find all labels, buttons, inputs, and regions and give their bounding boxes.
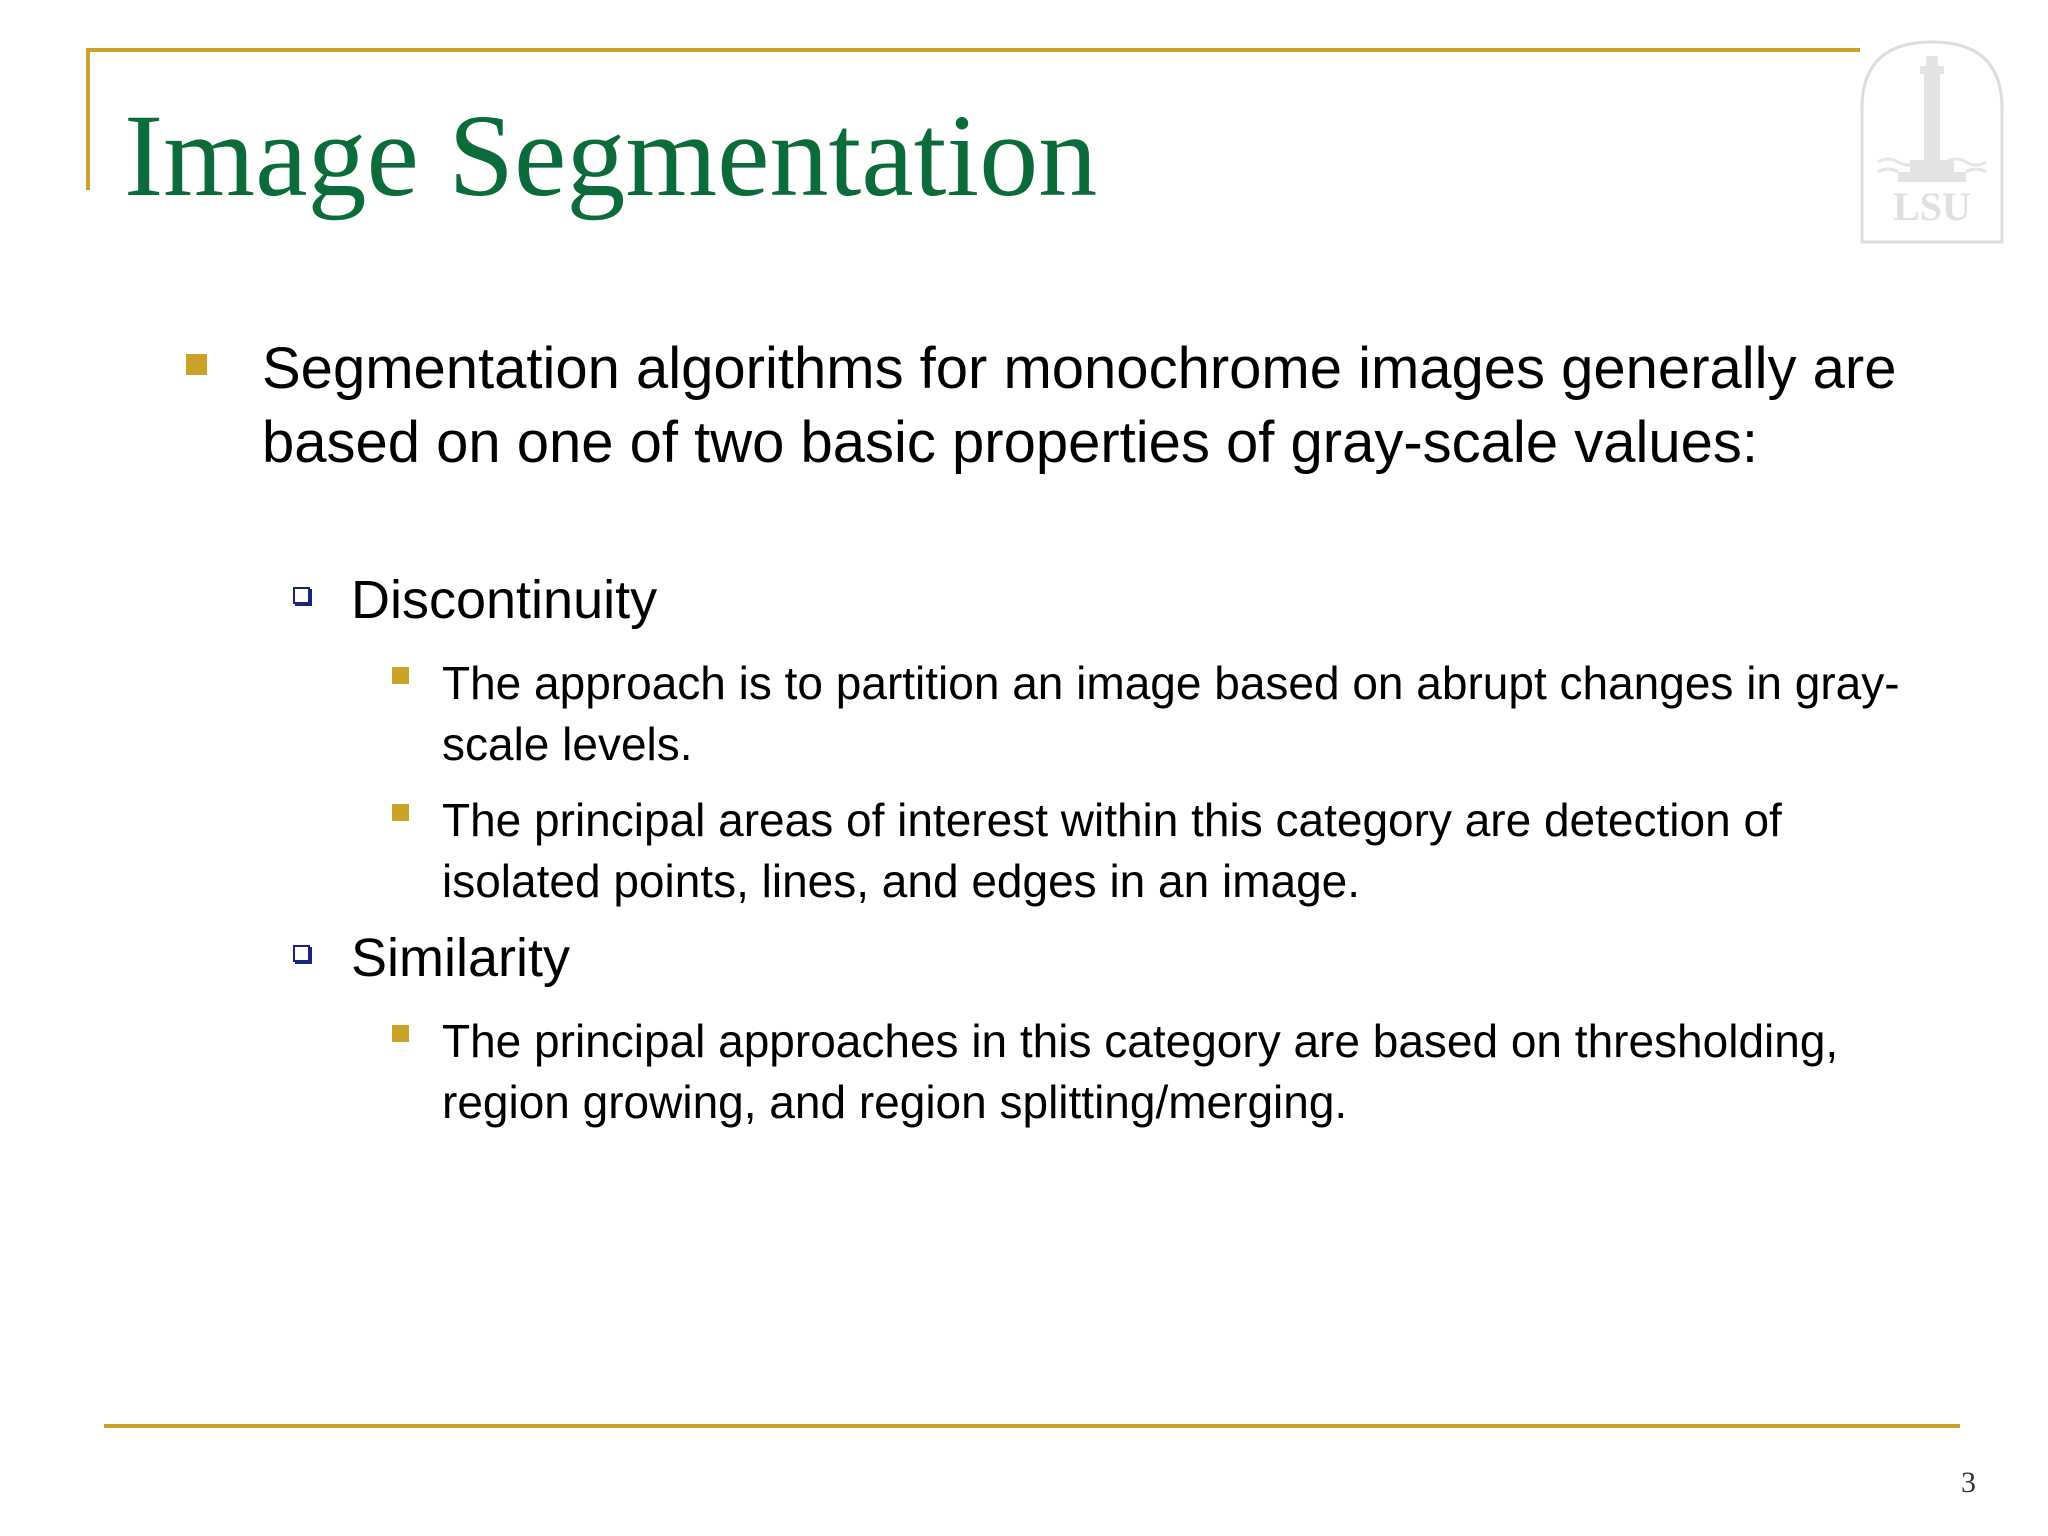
main-bullet-item — [262, 332, 1942, 480]
hollow-square-bullet-icon — [293, 587, 310, 604]
similarity-point-text: The principal approaches in this category are based on thresholding, region growing, and region splitting/merging. — [442, 1015, 1839, 1128]
filled-square-bullet-icon — [186, 354, 207, 375]
left-rule — [86, 48, 90, 190]
filled-square-bullet-icon — [392, 804, 409, 821]
bottom-rule — [104, 1424, 1960, 1428]
discontinuity-label: Discontinuity — [351, 570, 658, 630]
discontinuity-point-text: The approach is to partition an image based on abrupt changes in gray-scale levels. — [442, 657, 1900, 770]
logo-text: LSU — [1893, 184, 1971, 229]
hollow-square-bullet-icon — [293, 945, 310, 962]
discontinuity-point-text: The principal areas of interest within this category are detection of isolated points, lines, and edges in an image. — [442, 794, 1782, 907]
slide-title: Image Segmentation — [124, 90, 1098, 221]
similarity-label: Similarity — [351, 928, 571, 988]
top-rule — [86, 48, 1860, 52]
filled-square-bullet-icon — [392, 667, 409, 684]
discontinuity-item — [351, 567, 1951, 633]
similarity-point — [442, 1011, 1912, 1133]
lsu-logo-icon — [1858, 38, 2006, 244]
discontinuity-point — [442, 653, 1912, 775]
discontinuity-point — [442, 790, 1912, 912]
filled-square-bullet-icon — [392, 1025, 409, 1042]
page-number: 3 — [1961, 1466, 1976, 1499]
main-bullet-text: Segmentation algorithms for monochrome images generally are based on one of two basic properties of gray-scale values: — [262, 336, 1897, 475]
similarity-item — [351, 925, 1951, 991]
